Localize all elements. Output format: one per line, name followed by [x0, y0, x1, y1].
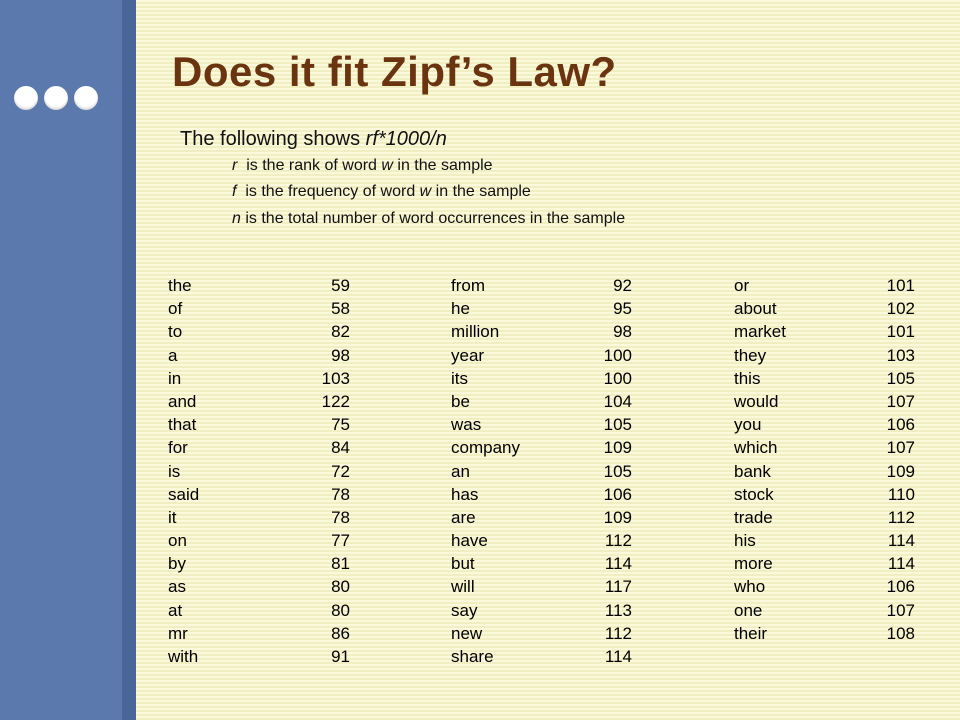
- word-row: [451, 460, 632, 483]
- word-cell: the: [168, 276, 192, 295]
- value-cell: 98: [613, 322, 632, 342]
- word-row: [734, 622, 915, 645]
- word-cell: they: [734, 345, 767, 365]
- value-cell: 105: [603, 415, 632, 435]
- value-cell: 122: [321, 391, 350, 411]
- value-cell: 77: [331, 531, 350, 551]
- def-text2: in the sample: [431, 183, 531, 200]
- word-row: [734, 552, 915, 575]
- value-cell: 109: [603, 507, 632, 527]
- word-cell: about: [734, 299, 777, 319]
- word-cell: one: [734, 600, 763, 620]
- value-cell: 72: [331, 461, 350, 481]
- value-cell: 100: [603, 368, 632, 388]
- word-cell: he: [451, 299, 470, 319]
- word-row: [451, 483, 632, 506]
- word-cell: new: [451, 623, 483, 643]
- sidebar-edge: [122, 0, 136, 720]
- word-row: [451, 552, 632, 575]
- word-row: [734, 529, 915, 552]
- word-row: [451, 506, 632, 529]
- word-cell: are: [451, 507, 476, 527]
- dot-icon: [74, 86, 98, 110]
- value-cell: 114: [604, 647, 632, 666]
- word-cell: by: [168, 554, 186, 574]
- word-cell: their: [734, 623, 768, 643]
- def-text: is the rank of word: [237, 157, 382, 174]
- word-row: [168, 413, 350, 436]
- word-row: [734, 274, 915, 297]
- word-row: [451, 297, 632, 320]
- word-row: [168, 274, 350, 297]
- word-row: [451, 645, 632, 668]
- value-cell: 109: [603, 438, 632, 458]
- value-cell: 114: [604, 554, 632, 574]
- intro-line: [180, 128, 447, 151]
- value-cell: 108: [886, 623, 915, 643]
- value-cell: 110: [887, 484, 915, 504]
- value-cell: 101: [886, 322, 915, 342]
- value-cell: 109: [886, 461, 915, 481]
- value-cell: 112: [604, 531, 632, 551]
- value-cell: 95: [613, 299, 632, 319]
- word-cell: but: [451, 554, 475, 574]
- word-row: [451, 529, 632, 552]
- word-cell: share: [451, 647, 494, 666]
- value-cell: 78: [331, 484, 350, 504]
- value-cell: 59: [331, 276, 350, 295]
- value-cell: 102: [886, 299, 915, 319]
- word-row: [168, 436, 350, 459]
- value-cell: 81: [331, 554, 350, 574]
- word-row: [168, 367, 350, 390]
- word-cell: a: [168, 345, 178, 365]
- value-cell: 101: [886, 276, 915, 295]
- word-row: [734, 413, 915, 436]
- word-cell: bank: [734, 461, 771, 481]
- slide-bullet-dots: [14, 86, 98, 110]
- value-cell: 80: [331, 600, 350, 620]
- word-cell: at: [168, 600, 183, 620]
- word-row: [734, 575, 915, 598]
- value-cell: 107: [886, 600, 915, 620]
- word-row: [168, 460, 350, 483]
- word-cell: his: [734, 531, 756, 551]
- word-cell: would: [734, 391, 779, 411]
- value-cell: 92: [613, 276, 632, 295]
- word-row: [451, 344, 632, 367]
- word-cell: you: [734, 415, 762, 435]
- definition-total: [232, 210, 625, 228]
- def-text2: in the sample: [392, 157, 493, 174]
- value-cell: 104: [603, 391, 632, 411]
- word-row: [168, 552, 350, 575]
- word-cell: with: [168, 647, 199, 666]
- value-cell: 107: [886, 391, 915, 411]
- word-row: [451, 320, 632, 343]
- word-cell: on: [168, 531, 187, 551]
- word-column-3: [734, 274, 915, 645]
- value-cell: 114: [887, 554, 915, 574]
- word-row: [451, 390, 632, 413]
- word-row: [168, 390, 350, 413]
- word-row: [734, 436, 915, 459]
- word-cell: be: [451, 391, 470, 411]
- word-row: [168, 506, 350, 529]
- value-cell: 86: [331, 623, 350, 643]
- word-cell: million: [451, 322, 500, 342]
- word-cell: as: [168, 577, 186, 597]
- dot-icon: [44, 86, 68, 110]
- word-row: [168, 483, 350, 506]
- value-cell: 106: [886, 577, 915, 597]
- value-cell: 105: [603, 461, 632, 481]
- value-cell: 78: [331, 507, 350, 527]
- word-row: [451, 413, 632, 436]
- word-row: [734, 483, 915, 506]
- def-var: n: [232, 210, 241, 227]
- def-var: f: [232, 183, 237, 200]
- word-row: [451, 622, 632, 645]
- word-row: [451, 367, 632, 390]
- value-cell: 103: [321, 368, 350, 388]
- word-row: [734, 460, 915, 483]
- word-row: [734, 599, 915, 622]
- word-cell: say: [451, 600, 478, 620]
- intro-lead: The following shows: [180, 128, 366, 150]
- value-cell: 98: [331, 345, 350, 365]
- value-cell: 103: [886, 345, 915, 365]
- word-cell: will: [451, 577, 475, 597]
- word-cell: have: [451, 531, 488, 551]
- word-cell: who: [734, 577, 766, 597]
- word-cell: has: [451, 484, 479, 504]
- value-cell: 113: [604, 600, 632, 620]
- word-row: [734, 390, 915, 413]
- word-row: [451, 274, 632, 297]
- word-cell: stock: [734, 484, 774, 504]
- value-cell: 84: [331, 438, 350, 458]
- def-text: is the frequency of word: [236, 183, 420, 200]
- value-cell: 91: [331, 647, 350, 666]
- word-cell: or: [734, 276, 750, 295]
- word-cell: was: [451, 415, 482, 435]
- word-row: [168, 645, 350, 668]
- word-cell: this: [734, 368, 761, 388]
- word-row: [168, 599, 350, 622]
- word-cell: trade: [734, 507, 773, 527]
- word-column-1: [168, 274, 350, 668]
- def-var: r: [232, 157, 238, 174]
- slide-title: Does it fit Zipf’s Law?: [172, 48, 617, 95]
- value-cell: 75: [331, 415, 350, 435]
- value-cell: 100: [603, 345, 632, 365]
- word-row: [168, 297, 350, 320]
- word-row: [451, 599, 632, 622]
- word-row: [734, 344, 915, 367]
- definition-rank: [232, 157, 493, 175]
- word-cell: its: [451, 368, 468, 388]
- value-cell: 112: [604, 623, 632, 643]
- word-row: [734, 297, 915, 320]
- word-cell: year: [451, 345, 485, 365]
- word-row: [168, 622, 350, 645]
- word-row: [168, 344, 350, 367]
- word-cell: in: [168, 368, 182, 388]
- value-cell: 106: [603, 484, 632, 504]
- word-cell: to: [168, 322, 183, 342]
- value-cell: 117: [604, 577, 632, 597]
- def-var2: w: [419, 183, 432, 200]
- word-cell: of: [168, 299, 183, 319]
- word-cell: which: [734, 438, 778, 458]
- def-text: is the total number of word occurrences in the sample: [240, 210, 626, 227]
- value-cell: 114: [887, 531, 915, 551]
- word-row: [734, 367, 915, 390]
- word-cell: is: [168, 461, 181, 481]
- word-cell: mr: [168, 623, 188, 643]
- word-row: [168, 575, 350, 598]
- value-cell: 105: [886, 368, 915, 388]
- value-cell: 112: [887, 507, 915, 527]
- value-cell: 58: [331, 299, 350, 319]
- intro-formula: rf*1000/n: [365, 128, 447, 150]
- word-row: [451, 436, 632, 459]
- value-cell: 107: [886, 438, 915, 458]
- word-cell: from: [451, 276, 485, 295]
- word-cell: said: [168, 484, 200, 504]
- word-cell: an: [451, 461, 470, 481]
- word-cell: it: [168, 507, 177, 527]
- dot-icon: [14, 86, 38, 110]
- value-cell: 82: [331, 322, 350, 342]
- definition-frequency: [232, 183, 531, 201]
- word-cell: for: [168, 438, 188, 458]
- word-cell: more: [734, 554, 773, 574]
- def-var2: w: [381, 157, 393, 174]
- word-row: [168, 320, 350, 343]
- value-cell: 80: [331, 577, 350, 597]
- word-row: [734, 506, 915, 529]
- word-row: [451, 575, 632, 598]
- word-cell: that: [168, 415, 197, 435]
- word-cell: and: [168, 391, 197, 411]
- word-row: [168, 529, 350, 552]
- value-cell: 106: [886, 415, 915, 435]
- word-cell: company: [451, 438, 520, 458]
- word-column-2: [451, 274, 632, 668]
- word-row: [734, 320, 915, 343]
- word-cell: market: [734, 322, 786, 342]
